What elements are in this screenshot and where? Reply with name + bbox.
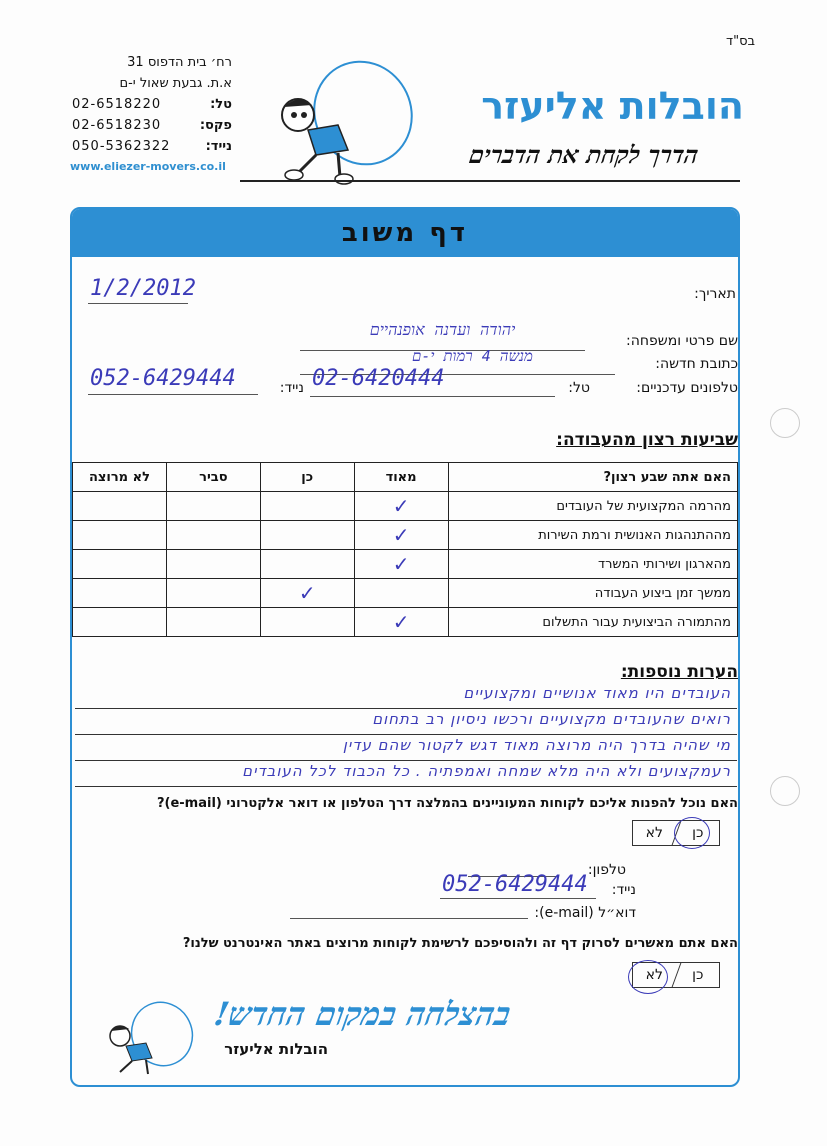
mobile-number: 050-5362322 bbox=[72, 139, 171, 154]
phone-field-value[interactable]: 02-6420444 bbox=[312, 366, 445, 391]
footer-mascot-logo bbox=[100, 998, 200, 1078]
bsd-mark: בס"ד bbox=[726, 34, 756, 49]
phone-row bbox=[72, 94, 232, 115]
fax-number: 02-6518230 bbox=[72, 118, 162, 133]
footer-company-name: הובלות אליעזר bbox=[224, 1040, 328, 1058]
col-yes: כן bbox=[260, 463, 354, 492]
row-label: מהרמה המקצועית של העובדים bbox=[448, 492, 737, 521]
header-divider bbox=[240, 180, 740, 182]
phone-label: טל: bbox=[210, 97, 232, 112]
rating-cell[interactable] bbox=[166, 521, 260, 550]
referral-phone-label: טלפון: bbox=[587, 862, 626, 878]
name-label: שם פרטי ומשפחה: bbox=[626, 333, 738, 349]
notes-rule-1 bbox=[75, 708, 737, 709]
table-row bbox=[73, 521, 738, 550]
phones-label: טלפונים עדכניים: bbox=[636, 380, 738, 396]
date-line bbox=[88, 303, 188, 304]
rating-cell[interactable] bbox=[260, 608, 354, 637]
notes-rule-3 bbox=[75, 760, 737, 761]
check-mark: ✓ bbox=[392, 552, 410, 576]
rating-cell[interactable] bbox=[73, 608, 167, 637]
brand-slogan: הדרך לקחת את הדברים bbox=[467, 140, 701, 169]
note-line-4[interactable]: רעמקצועים ולא היה מלא שמחה ואמפתיה . כל הכבוד לכל העובדים bbox=[242, 762, 731, 780]
scan-yes-option[interactable]: כן bbox=[692, 967, 704, 983]
form-title: דף משוב bbox=[341, 218, 469, 248]
mobile-field-value[interactable]: 052-6429444 bbox=[90, 366, 236, 391]
referral-email-line bbox=[290, 918, 528, 919]
note-line-3[interactable]: מי שהיה בדרך היה מרוצה מאוד דגש לקטור שהם עדין bbox=[342, 736, 731, 754]
check-mark: ✓ bbox=[392, 610, 410, 634]
mobile-field-label: נייד: bbox=[279, 380, 304, 396]
rating-cell[interactable] bbox=[166, 608, 260, 637]
punch-hole-bottom bbox=[770, 776, 800, 806]
mobile-label: נייד: bbox=[205, 139, 232, 154]
rating-cell[interactable] bbox=[354, 550, 448, 579]
referral-email-label: דוא״ל (e-mail): bbox=[534, 905, 636, 921]
referral-mobile-value[interactable]: 052-6429444 bbox=[442, 872, 588, 897]
date-label: תאריך: bbox=[694, 286, 736, 302]
notes-rule-2 bbox=[75, 734, 737, 735]
referral-yes-circle-mark bbox=[674, 817, 710, 849]
name-value[interactable]: יהודה ועדנה אופנהיים bbox=[369, 320, 516, 339]
address-line-1: רח׳ בית הדפוס 31 bbox=[127, 55, 232, 70]
check-mark: ✓ bbox=[392, 494, 410, 518]
table-row bbox=[73, 550, 738, 579]
referral-yes-option[interactable]: כן bbox=[692, 825, 704, 841]
mobile-row bbox=[72, 136, 232, 157]
referral-mobile-line bbox=[440, 898, 596, 899]
rating-cell[interactable] bbox=[166, 492, 260, 521]
scan-no-option[interactable]: לא bbox=[645, 967, 663, 983]
referral-no-option[interactable]: לא bbox=[645, 825, 663, 841]
rating-cell[interactable] bbox=[166, 579, 260, 608]
address-label: כתובת חדשה: bbox=[655, 356, 738, 372]
mascot-mover-logo bbox=[268, 55, 418, 190]
referral-question: האם נוכל להפנות אליכם לקוחות המעוניינים בהמלצה דרך הטלפון או דואר אלקטרוני (e-mail)? bbox=[156, 796, 738, 811]
punch-hole-top bbox=[770, 408, 800, 438]
phone-number: 02-6518220 bbox=[72, 97, 162, 112]
phone-field-line bbox=[310, 396, 555, 397]
row-label: מהתמורה הביצועית עבור התשלום bbox=[448, 608, 737, 637]
col-not-satisfied: לא מרוצה bbox=[73, 463, 167, 492]
website-link[interactable]: www.eliezer-movers.co.il bbox=[70, 160, 226, 173]
rating-cell[interactable] bbox=[354, 521, 448, 550]
company-contact-block bbox=[72, 52, 232, 157]
brand-name: הובלות אליעזר bbox=[481, 84, 744, 128]
row-label: מהארגון ושירותי המשרד bbox=[448, 550, 737, 579]
table-row bbox=[73, 492, 738, 521]
note-line-1[interactable]: העובדים היו מאוד אנושיים ומקצועיים bbox=[463, 684, 731, 702]
date-value[interactable]: 1/2/2012 bbox=[90, 276, 196, 301]
satisfaction-title: שביעות רצון מהעבודה: bbox=[556, 430, 738, 450]
rating-cell[interactable] bbox=[73, 492, 167, 521]
rating-cell[interactable] bbox=[73, 579, 167, 608]
fax-label: פקס: bbox=[199, 118, 232, 133]
address-line-2: א.ת. גבעת שאול י-ם bbox=[119, 76, 232, 91]
rating-cell[interactable] bbox=[166, 550, 260, 579]
col-question: האם אתה שבע רצון? bbox=[448, 463, 737, 492]
phone-field-label: טל: bbox=[568, 380, 590, 396]
satisfaction-table bbox=[72, 462, 738, 637]
rating-cell[interactable] bbox=[260, 492, 354, 521]
check-mark: ✓ bbox=[298, 581, 316, 605]
card-title-bar bbox=[72, 209, 738, 257]
mobile-field-line bbox=[88, 394, 258, 395]
check-mark: ✓ bbox=[392, 523, 410, 547]
row-label: מההתנהגות האנושית ורמת השירות bbox=[448, 521, 737, 550]
rating-cell[interactable] bbox=[260, 521, 354, 550]
scan-yes-circle-mark bbox=[628, 960, 668, 994]
rating-cell[interactable] bbox=[73, 550, 167, 579]
notes-title: הערות נוספות: bbox=[620, 662, 738, 682]
rating-cell[interactable] bbox=[260, 550, 354, 579]
address-value[interactable]: מנשה 4 רמות י-ם bbox=[412, 347, 533, 365]
rating-cell[interactable] bbox=[354, 579, 448, 608]
rating-cell[interactable] bbox=[73, 521, 167, 550]
note-line-2[interactable]: רואים שהעובדים מקצועיים ורכשו ניסיון רב בתחום bbox=[372, 710, 731, 728]
rating-cell[interactable] bbox=[260, 579, 354, 608]
scan-question: האם אתם מאשרים לסרוק דף זה ולהוסיפכם לרשימת לקוחות מרוצים באתר האינטרנט שלנו? bbox=[182, 936, 738, 951]
row-label: ממשך זמן ביצוע העבודה bbox=[448, 579, 737, 608]
footer-slogan: בהצלחה במקום החדש! bbox=[211, 995, 514, 1033]
rating-cell[interactable] bbox=[354, 608, 448, 637]
table-row bbox=[73, 579, 738, 608]
col-reasonable: סביר bbox=[166, 463, 260, 492]
satisfaction-header-row bbox=[73, 463, 738, 492]
notes-rule-4 bbox=[75, 786, 737, 787]
table-row bbox=[73, 608, 738, 637]
referral-mobile-label: נייד: bbox=[611, 882, 636, 898]
fax-row bbox=[72, 115, 232, 136]
col-very: מאוד bbox=[354, 463, 448, 492]
rating-cell[interactable] bbox=[354, 492, 448, 521]
